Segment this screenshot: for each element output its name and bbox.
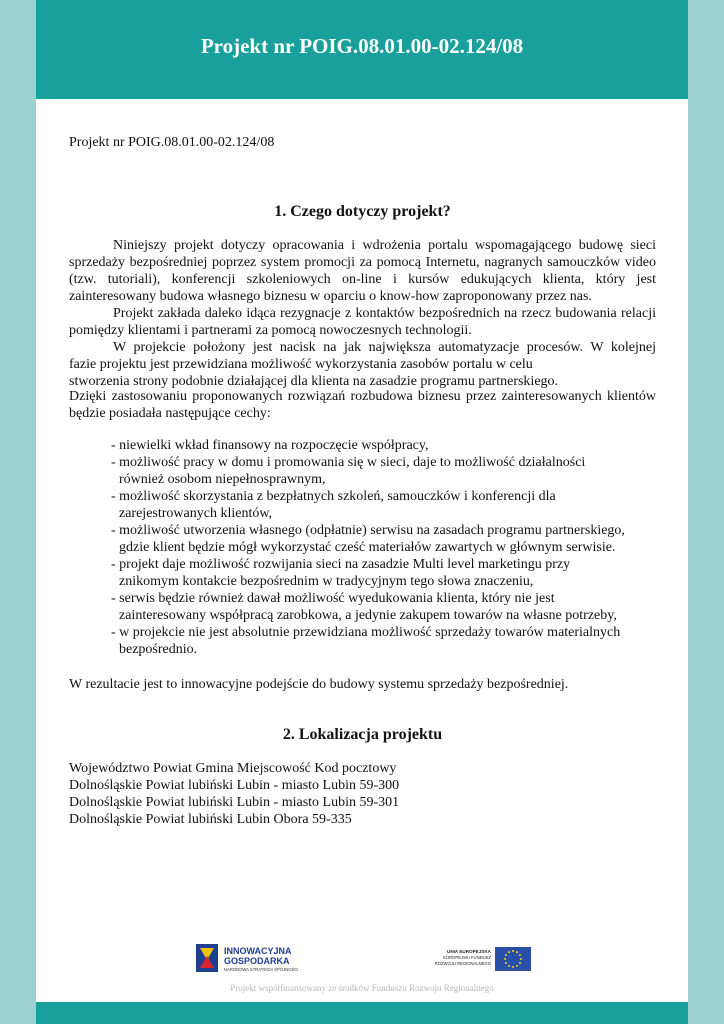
- location-row-3: Dolnośląskie Powiat lubiński Lubin Obora 59-335: [69, 812, 352, 827]
- paragraph-3-line-2: fazie projektu jest przewidziana możliwość wykorzystania zasobów portalu w celu: [69, 357, 533, 372]
- innowacyjna-gospodarka-logo: [196, 940, 316, 976]
- section-1-heading: 1. Czego dotyczy projekt?: [274, 203, 451, 220]
- ig-logo-line-1: INNOWACYJNA: [224, 946, 292, 956]
- paragraph-4: Dzięki zastosowaniu proponowanych rozwiązań rozbudowa biznesu przez zainteresowanych klientów będzie posiadała następujące cechy:: [69, 389, 656, 421]
- paragraph-2: Projekt zakłada daleko idąca rezygnacje z kontaktów bezpośrednich na rzecz budowania relacji pomiędzy klientami i partnerami za pomocą nowoczesnych technologii.: [69, 306, 656, 338]
- logo-strip: [196, 940, 531, 976]
- location-row-2: Dolnośląskie Powiat lubiński Lubin - miasto Lubin 59-301: [69, 795, 400, 810]
- ue-logo-line-2: EUROPEJSKI FUNDUSZ: [443, 955, 491, 960]
- ig-logo-line-2: GOSPODARKA: [224, 956, 290, 966]
- location-table: [69, 760, 399, 828]
- right-border: [688, 0, 724, 1024]
- paragraph-3: [69, 339, 656, 390]
- list-item-2-cont: również osobom niepełnosprawnym,: [119, 472, 326, 487]
- ue-logo-line-1: UNIA EUROPEJSKA: [447, 949, 491, 954]
- list-item-3: - możliwość skorzystania z bezpłatnych szkoleń, samouczków i konferencji dla: [111, 489, 556, 504]
- header-title: Projekt nr POIG.08.01.00-02.124/08: [200, 34, 524, 58]
- paragraph-3-line-1: W projekcie położony jest nacisk na jak największa automatyzacje procesów. W kolejnej: [113, 340, 656, 355]
- left-border: [0, 0, 36, 1024]
- list-item-7: - w projekcie nie jest absolutnie przewidziana możliwość sprzedaży towarów materialnych: [111, 625, 621, 640]
- list-item-3-cont: zarejestrowanych klientów,: [119, 506, 273, 521]
- section-2-heading: 2. Lokalizacja projektu: [282, 726, 443, 743]
- list-item-1: - niewielki wkład finansowy na rozpoczęcie współpracy,: [111, 438, 429, 453]
- list-item-6-cont: zainteresowany współpracą zarobkowa, a jedynie zakupem towarów na własne potrzeby,: [119, 608, 617, 623]
- footer-bar: [36, 1002, 688, 1024]
- list-item-6: - serwis będzie również dawał możliwość wyedukowania klienta, który nie jest: [111, 591, 555, 606]
- list-item-4: - możliwość utworzenia własnego (odpłatnie) serwisu na zasadach programu partnerskiego,: [111, 523, 625, 538]
- list-item-5: - projekt daje możliwość rozwijania sieci na zasadzie Multi level marketingu przy: [111, 557, 571, 572]
- feature-list: [111, 437, 656, 658]
- paragraph-3-line-3: stworzenia strony podobnie działającej dla klienta na zasadzie programu partnerskiego.: [69, 374, 559, 389]
- list-item-5-cont: znikomym kontakcie bezpośrednim w tradycyjnym tego słowa znaczeniu,: [119, 574, 534, 589]
- ue-logo-line-3: ROZWOJU REGIONALNEGO: [434, 961, 491, 966]
- list-item-7-cont: bezpośrednio.: [119, 642, 198, 657]
- project-number: Projekt nr POIG.08.01.00-02.124/08: [69, 135, 275, 150]
- paragraph-1: Niniejszy projekt dotyczy opracowania i wdrożenia portalu wspomagającego budowę sieci sprzedaży bezpośredniej poprzez system promocji za pomocą Internetu, nagranych samouczków video (tzw. tutoriali), konferencji szkoleniowych on-line i kursów edukujących klienta, który jest zainteresowany budowa własnego biznesu w oparciu o know-how zaproponowany przez nas.: [69, 238, 656, 304]
- ig-logo-line-3: NARODOWA STRATEGIA SPÓJNOŚCI: [224, 967, 299, 972]
- footer-note: Projekt współfinansowany ze środków Funduszu Rozwoju Regionalnego: [230, 983, 494, 993]
- location-header-row: Województwo Powiat Gmina Miejscowość Kod pocztowy: [69, 761, 397, 776]
- page-header: [36, 0, 688, 99]
- conclusion: W rezultacie jest to innowacyjne podejście do budowy systemu sprzedaży bezpośredniej.: [69, 677, 569, 692]
- eu-logo: [429, 946, 533, 972]
- list-item-4-cont: gdzie klient będzie mógł wykorzystać cześć materiałów zawartych w głównym serwisie.: [119, 540, 616, 555]
- location-row-1: Dolnośląskie Powiat lubiński Lubin - miasto Lubin 59-300: [69, 778, 400, 793]
- list-item-2: - możliwość pracy w domu i promowania się w sieci, daje to możliwość działalności: [111, 455, 586, 470]
